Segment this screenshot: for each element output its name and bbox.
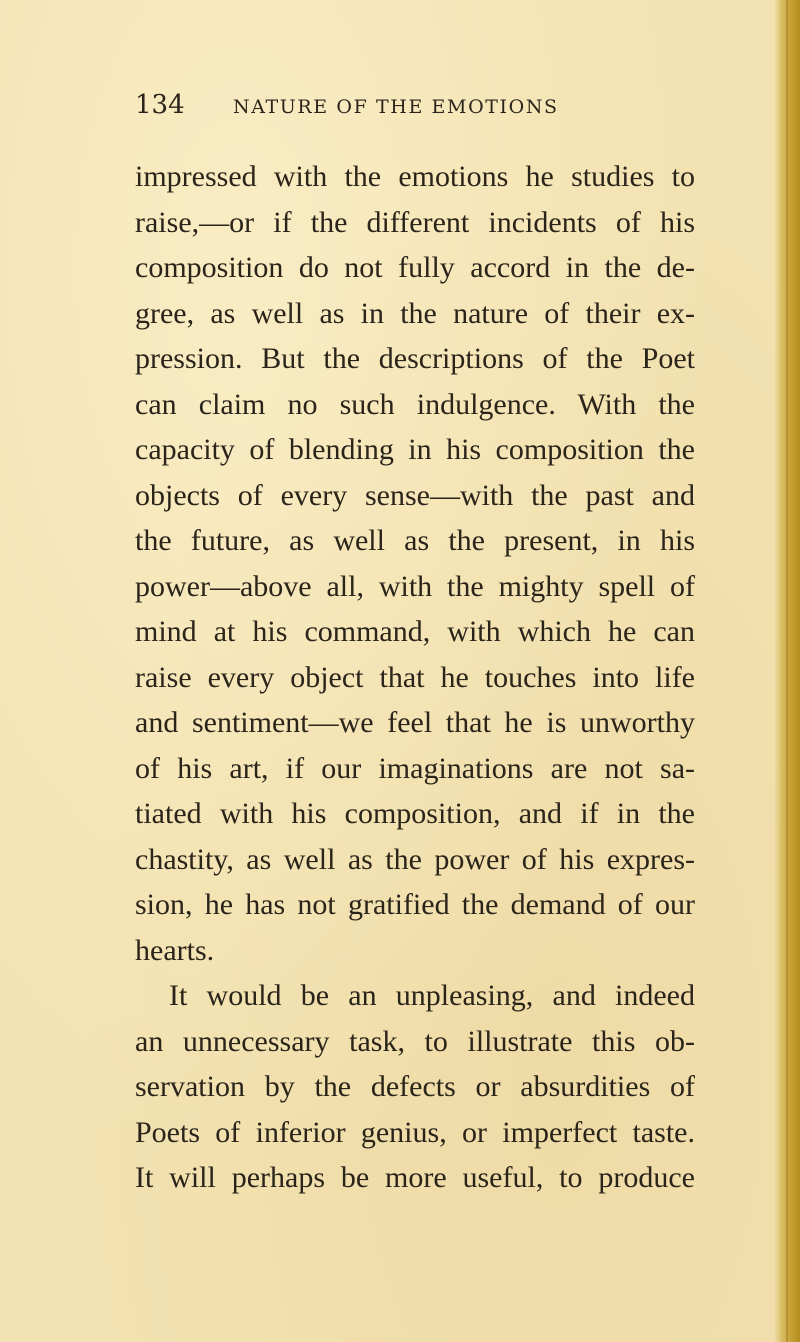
text-line: the future, as well as the present, in his (135, 524, 695, 557)
text-line: tiated with his composition, and if in the (135, 797, 695, 830)
body-text (135, 154, 695, 1201)
text-line: capacity of blending in his composition the (135, 433, 695, 466)
text-line: of his art, if our imaginations are not sa- (135, 751, 695, 785)
text-line: servation by the defects or absurdities of (135, 1070, 695, 1103)
page-header (135, 90, 695, 130)
text-line: hearts. (135, 933, 215, 967)
text-line: composition do not fully accord in the de- (135, 251, 695, 284)
text-line: impressed with the emotions he studies to (135, 160, 695, 193)
text-line: mind at his command, with which he can (135, 615, 695, 648)
text-line: an unnecessary task, to illustrate this ob- (135, 1024, 695, 1058)
text-line: raise every object that he touches into life (135, 660, 695, 694)
text-line: chastity, as well as the power of his expres- (135, 842, 695, 876)
page-number: 134 (135, 90, 185, 120)
text-line: It will perhaps be more useful, to produce (135, 1161, 695, 1194)
text-line: gree, as well as in the nature of their ex- (135, 296, 695, 330)
text-line: pression. But the descriptions of the Poet (135, 342, 695, 375)
text-line: power—above all, with the mighty spell of (135, 569, 695, 603)
text-line: Poets of inferior genius, or imperfect taste. (135, 1115, 695, 1149)
running-head: NATURE OF THE EMOTIONS (233, 96, 559, 118)
text-line: objects of every sense—with the past and (135, 478, 695, 512)
text-line: It would be an unpleasing, and indeed (169, 979, 695, 1012)
text-line: and sentiment—we feel that he is unworthy (135, 706, 695, 739)
text-line: raise,—or if the different incidents of his (135, 205, 695, 239)
page-edge-line (786, 0, 788, 1342)
text-line: sion, he has not gratified the demand of our (135, 888, 695, 921)
text-line: can claim no such indulgence. With the (135, 387, 695, 421)
